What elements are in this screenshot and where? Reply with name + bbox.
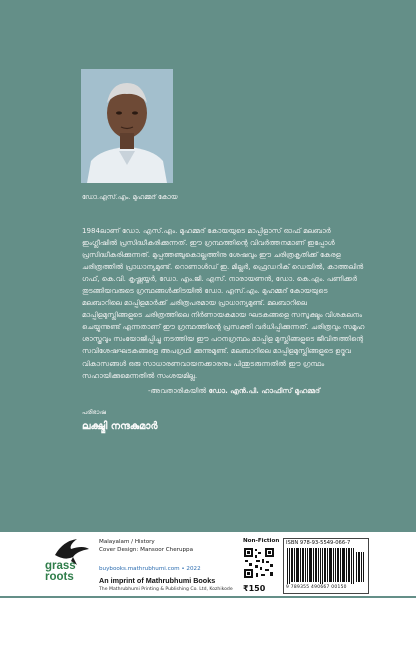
isbn-digits: 9 789355 490667 00150 [286,585,347,590]
isbn-text: ISBN 978-93-5549-066-7 [286,540,351,546]
attribution-name: ഡോ. എൻ.പി. ഹാഫിസ് മുഹമ്മദ് [208,386,320,395]
cover-design-text: Cover Design: Mansoor Cheruppa [99,547,194,553]
price-label: ₹150 [243,584,266,593]
url-text: buybooks.mathrubhumi.com [99,566,180,572]
blurb-paragraph: 1984ലാണ് ഡോ. എസ്.എം. മുഹമ്മദ് കോയയുടെ മാപ്പിളാസ് ഓഫ് മലബാർ ഇംഗ്ലീഷിൽ പ്രസിദ്ധീകരിക്കുന്നത്. ഈ ഗ്രന്ഥത്തിന്റെ വിവർത്തനമാണ് ഇപ്പോൾ പ്രസിദ്ധീകരിക്കുന്നത്. മുപ്പത്തഞ്ചുകൊല്ലത്തിനു ശേഷവും ഈ ചരിത്രകൃതിക്ക് കേരള ചരിത്രത്തിൽ പ്രാധാന്യമുണ്ട്. റൊണാൾഡ് ഇ. മില്ലർ, ഫ്രെഡറിക് ഡെയിൽ, കാത്തലിൻ ഗഫ്, കെ.വി. കൃഷ്ണയ്യർ, ഡോ. എം.ജി. എസ്. നാരായണൻ, ഡോ. കെ.എം. പണിക്കർ തുടങ്ങിയവരുടെ ഗ്രന്ഥങ്ങൾക്കിടയിൽ ഡോ. എസ്.എം. മുഹമ്മദ് കോയയുടെ മലബാറിലെ മാപ്പിളമാർക്ക് ചരിത്രപരമായ പ്രാധാന്യമുണ്ട്. മലബാറിലെ മാപ്പിളമുസ്ലിങ്ങളുടെ ചരിത്രത്തിലെ നിർണായകമായ ഘടകങ്ങളെ സസൂക്ഷ്മം വിശകലനം ചെയ്യുന്നുണ്ട് എന്നതാണ് ഈ ഗ്രന്ഥത്തിന്റെ പ്രസക്തി വർധിപ്പിക്കുന്നത്. ചരിത്രവും സമൂഹ ശാസ്ത്രവും സംയോജിപ്പിച്ചു നടത്തിയ ഈ പഠനഗ്രന്ഥം മാപ്പിള മുസ്ലിങ്ങളുടെ ജീവിതത്തിന്റെ സവിശേഷഘടകങ്ങളെ അപഗ്രഥി ക്കുന്നുമുണ്ട്. മലബാറിലെ മാപ്പിളമുസ്ലിങ്ങളുടെ ഉദ്ഭവ വികാസങ്ങൾ ഒരു സാധാരണവായനക്കാരനും പിന്തുടരുന്നതിൽ ഈ ഗ്രന്ഥം സഹായിക്കുമെന്നതിൽ സംശയമില്ല. [82,226,365,380]
logo-word-roots: roots [45,571,74,583]
attribution-prefix: -അവതാരികയിൽ [148,386,207,395]
blurb-text [82,225,368,382]
genre-label: Non-Fiction [243,538,280,544]
store-url [99,566,201,572]
isbn-block [283,538,369,594]
publisher-line: The Mathrubhumi Printing & Publishing Co. Ltd, Kozhikode [99,587,233,592]
author-photo [81,69,173,183]
year-text: • 2022 [181,566,201,572]
translation-label: പരിഭാഷ [82,409,106,416]
qr-code-icon [243,547,275,579]
book-info [99,538,193,554]
grassroots-wordmark [45,561,76,583]
category-text: Malayalam / History [99,539,155,545]
author-caption: ഡോ.എസ്.എം. മുഹമ്മദ് കോയ [82,193,178,201]
foreword-attribution [148,386,320,396]
translator-name: ലക്ഷ്മി നന്ദകുമാർ [82,421,158,432]
logo-word-grass: grass [45,560,76,572]
barcode-icon [287,548,365,584]
imprint-line: An imprint of Mathrubhumi Books [99,576,216,585]
